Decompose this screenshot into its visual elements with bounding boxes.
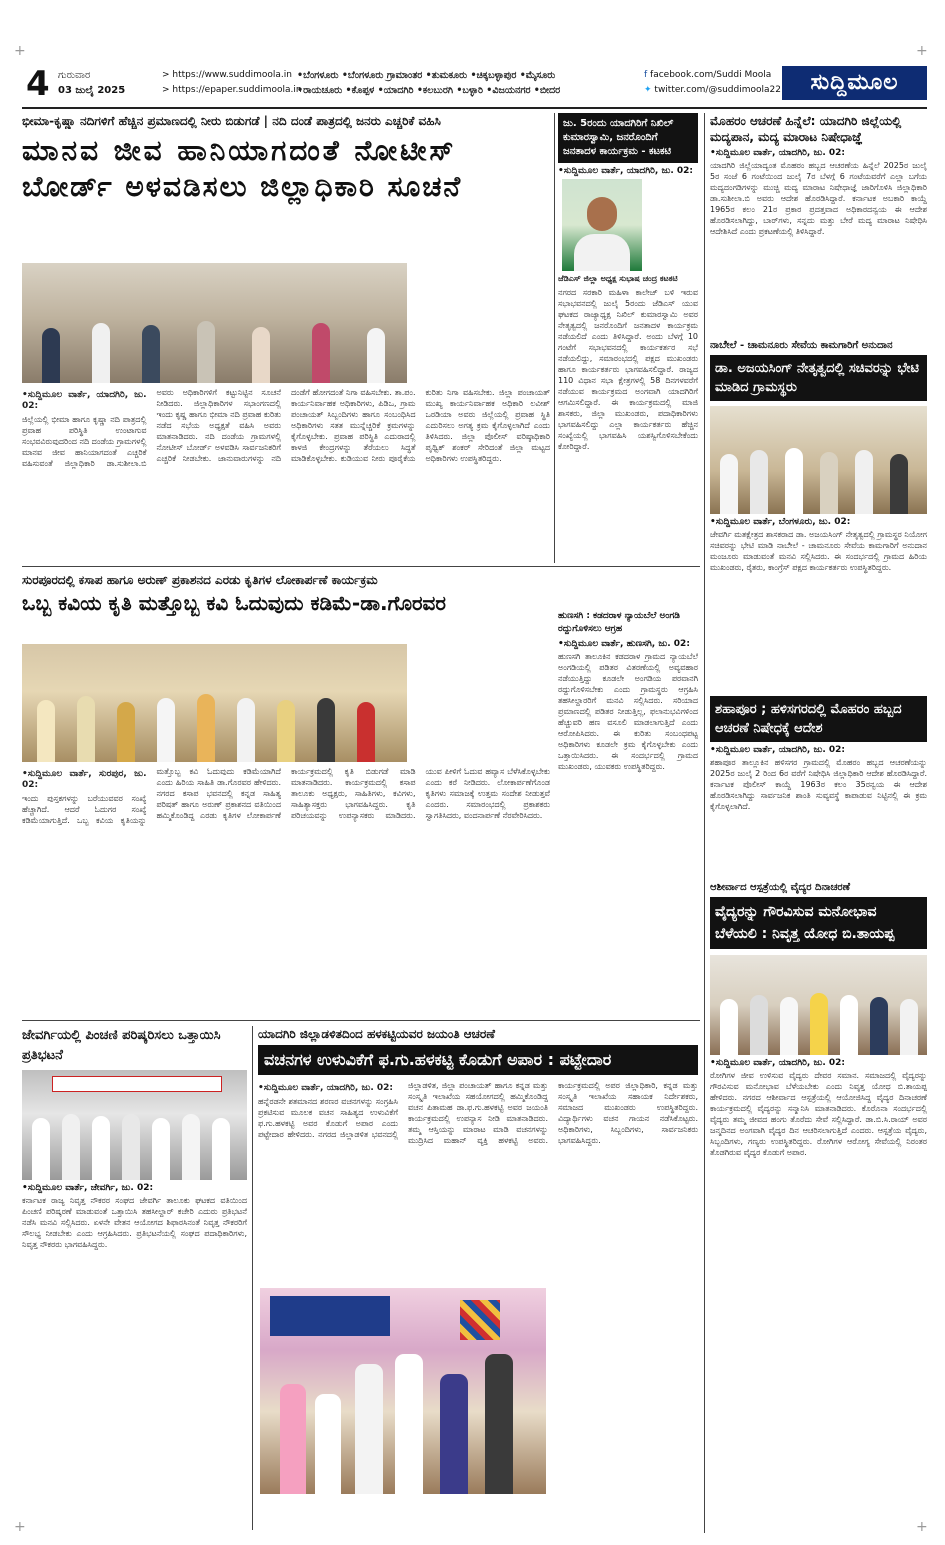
story-headline: ಜು. 5ರಂದು ಯಾದಗಿರಿಗೆ ನಿಖಿಲ್ ಕುಮಾರಸ್ವಾಮಿ, ಜನರೊಂದಿಗೆ ಜನತಾದಳ ಕಾರ್ಯಕ್ರಮ - ಕಟಕಟಿ — [563, 118, 674, 157]
story-kicker: ಆಶೀರ್ವಾದ ಆಸ್ಪತ್ರೆಯಲ್ಲಿ ವೈದ್ಯರ ದಿನಾಚರಣೆ — [710, 882, 851, 893]
story-headline-bar — [558, 113, 698, 163]
column-rule — [554, 113, 555, 563]
date-block — [58, 68, 125, 98]
masthead-rule — [22, 107, 927, 109]
story-text: ರೋಗಿಗಳ ಜೀವ ಉಳಿಸುವ ವೈದ್ಯರು ದೇವರ ಸಮಾನ. ಸಮಾಜದಲ್ಲಿ ವೈದ್ಯರನ್ನು ಗೌರವಿಸುವ ಮನೋಭಾವ ಬೆಳೆಯಬೇಕು ಎಂದು ನಿವೃತ್ತ ಯೋಧ ಬಿ.ತಾಯಪ್ಪ ಹೇಳಿದರು. ನಗರದ ಆಶೀರ್ವಾದ ಆಸ್ಪತ್ರೆಯಲ್ಲಿ ಆಯೋಜಿಸಿದ್ದ ವೈದ್ಯರ ದಿನಾಚರಣೆ ಕಾರ್ಯಕ್ರಮದಲ್ಲಿ ವೈದ್ಯರನ್ನು ಸನ್ಮಾನಿಸಿ ಮಾತನಾಡಿದರು. ಕೊರೊನಾ ಸಂದರ್ಭದಲ್ಲಿ ವೈದ್ಯರು ತಮ್ಮ ಜೀವದ ಹಂಗು ತೊರೆದು ಸೇವೆ ಸಲ್ಲಿಸಿದ್ದಾರೆ. ಡಾ.ಬಿ.ಸಿ.ರಾಯ್ ಅವರ ಜನ್ಮದಿನದ ಅಂಗವಾಗಿ ವೈದ್ಯರ ದಿನ ಆಚರಿಸಲಾಗುತ್ತಿದೆ ಎಂದರು. ಆಸ್ಪತ್ರೆಯ ವೈದ್ಯರು, ಸಿಬ್ಬಂದಿಗಳು, ಗಣ್ಯರು ಉಪಸ್ಥಿತರಿದ್ದರು. ರೋಗಿಗಳ ಆರೋಗ್ಯ ಸೇವೆಯಲ್ಲಿ ನಿರಂತರ ತೊಡಗಿರುವ ವೈದ್ಯರ ಕೊಡುಗೆ ಅಪಾರ. — [710, 1071, 927, 1157]
towns-row: •ಬೆಂಗಳೂರು •ಬೆಂಗಳೂರು ಗ್ರಾಮಾಂತರ •ತುಮಕೂರು •ಚಿಕ್ಕಬಳ್ಳಾಪುರ •ಮೈಸೂರು — [297, 70, 556, 81]
registration-mark: + — [14, 43, 26, 59]
story-headline: ಮೊಹರಂ ಆಚರಣೆ ಹಿನ್ನೆಲೆ: ಯಾದಗಿರಿ ಜಿಲ್ಲೆಯಲ್ಲಿ ಮದ್ಯಪಾನ, ಮದ್ಯ ಮಾರಾಟ ನಿಷೇಧಾಜ್ಞೆ — [710, 113, 927, 145]
story-byline: •ಸುದ್ದಿಮೂಲ ವಾರ್ತೆ, ಯಾದಗಿರಿ, ಜು. 02: — [558, 166, 694, 176]
story-doctors-day — [710, 880, 927, 1530]
story-ajay-singh-delegation — [710, 338, 927, 690]
story-pension-protest — [22, 1026, 247, 1530]
story-moharram-liquor-ban — [710, 113, 927, 331]
section-rule — [22, 1020, 700, 1021]
epaper-link[interactable]: > https://epaper.suddimoola.in — [162, 85, 302, 95]
story-headline: ಒಬ್ಬ ಕವಿಯ ಕೃತಿ ಮತ್ತೊಬ್ಬ ಕವಿ ಓದುವುದು ಕಡಿಮೆ-ಡಾ.ಗೊರವರ — [22, 591, 446, 615]
twitter-text: twitter.com/@suddimoola22 — [654, 85, 781, 95]
story-headline: ವೈದ್ಯರನ್ನು ಗೌರವಿಸುವ ಮನೋಭಾವ ಬೆಳೆಯಲಿ : ನಿವೃತ್ತ ಯೋಧ ಬಿ.ತಾಯಪ್ಪ — [715, 904, 895, 942]
story-flood-notice — [22, 113, 550, 561]
registration-mark: + — [916, 43, 928, 59]
story-kicker: ಹುಣಸಗಿ : ಕಡದರಾಳ ನ್ಯಾಯಬೆಲೆ ಅಂಗಡಿ ರದ್ದುಗೊಳಿಸಲು ಆಗ್ರಹ — [558, 611, 680, 634]
towns-row: •ರಾಯಚೂರು •ಕೊಪ್ಪಳ •ಯಾದಗಿರಿ •ಕಲಬುರಗಿ •ಬಳ್ಳಾರಿ •ವಿಜಯನಗರ •ಬೀದರ — [297, 85, 561, 96]
book-release-photo — [22, 644, 407, 762]
story-byline: •ಸುದ್ದಿಮೂಲ ವಾರ್ತೆ, ಯಾದಗಿರಿ, ಜು. 02: — [710, 745, 846, 755]
facebook-text: facebook.com/Suddi Moola — [650, 70, 772, 80]
facebook-link[interactable] — [644, 68, 781, 83]
story-kasapa-book-release — [22, 572, 550, 1016]
story-text: ನಗರದ ಸರಕಾರಿ ಮಹಿಳಾ ಕಾಲೇಜ್ ಬಳಿ ಇರುವ ಸಭಾಭವನದಲ್ಲಿ ಜುಲೈ 5ರಂದು ಜೆಡಿಎಸ್ ಯುವ ಘಟಕದ ರಾಜ್ಯಾಧ್ಯಕ್ಷ ನಿಖಿಲ್ ಕುಮಾರಸ್ವಾಮಿ ಅವರ ನೇತೃತ್ವದಲ್ಲಿ ಜನರೊಂದಿಗೆ ಜನತಾದಳ ಕಾರ್ಯಕ್ರಮ ನಡೆಯಲಿದೆ ಎಂದು ತಿಳಿಸಿದ್ದಾರೆ. ಅಂದು ಬೆಳಗ್ಗೆ 10 ಗಂಟೆಗೆ ಸಭಾಭವನದಲ್ಲಿ ಕಾರ್ಯಕರ್ತರ ಸಭೆ ನಡೆಯಲಿದ್ದು, ಸಮಾರಂಭದಲ್ಲಿ ಪಕ್ಷದ ಮುಖಂಡರು ಹಾಗೂ ಕಾರ್ಯಕರ್ತರು ಭಾಗವಹಿಸಲಿದ್ದಾರೆ. ರಾಜ್ಯದ 110 ವಿಧಾನ ಸಭಾ ಕ್ಷೇತ್ರಗಳಲ್ಲಿ 58 ದಿನಗಳವರೆಗೆ ನಡೆಯುವ ಕಾರ್ಯಕ್ರಮದ ಅಂಗವಾಗಿ ಯಾದಗಿರಿಗೆ ಆಗಮಿಸಲಿದ್ದಾರೆ. ಈ ಕಾರ್ಯಕ್ರಮದಲ್ಲಿ ಮಾಜಿ ಶಾಸಕರು, ಜಿಲ್ಲಾ ಮುಖಂಡರು, ಪದಾಧಿಕಾರಿಗಳು ಭಾಗವಹಿಸಲಿದ್ದು ಎಲ್ಲಾ ಕಾರ್ಯಕರ್ತರು ಹೆಚ್ಚಿನ ಸಂಖ್ಯೆಯಲ್ಲಿ ಭಾಗವಹಿಸಿ ಯಶಸ್ವಿಗೊಳಿಸಬೇಕೆಂದು ಕೋರಿದ್ದಾರೆ. — [558, 288, 698, 451]
lamp-lighting-photo — [258, 1286, 548, 1496]
story-text: ಹುಣಸಗಿ ತಾಲೂಕಿನ ಕಡದರಾಳ ಗ್ರಾಮದ ನ್ಯಾಯಬೆಲೆ ಅಂಗಡಿಯಲ್ಲಿ ಪಡಿತರ ವಿತರಣೆಯಲ್ಲಿ ಅವ್ಯವಹಾರ ನಡೆಯುತ್ತಿದ್ದು ಕೂಡಲೇ ಅಂಗಡಿಯ ಪರವಾನಗಿ ರದ್ದುಗೊಳಿಸಬೇಕು ಎಂದು ಗ್ರಾಮಸ್ಥರು ಆಗ್ರಹಿಸಿ ತಹಸೀಲ್ದಾರರಿಗೆ ಮನವಿ ಸಲ್ಲಿಸಿದರು. ಸರಿಯಾದ ಪ್ರಮಾಣದಲ್ಲಿ ಪಡಿತರ ನೀಡುತ್ತಿಲ್ಲ, ಫಲಾನುಭವಿಗಳಿಂದ ಹೆಚ್ಚುವರಿ ಹಣ ವಸೂಲಿ ಮಾಡಲಾಗುತ್ತಿದೆ ಎಂದು ಆರೋಪಿಸಿದರು. ಈ ಕುರಿತು ಸಂಬಂಧಪಟ್ಟ ಅಧಿಕಾರಿಗಳು ಕೂಡಲೇ ಕ್ರಮ ಕೈಗೊಳ್ಳಬೇಕು ಎಂದು ಒತ್ತಾಯಿಸಿದರು. ಈ ಸಂದರ್ಭದಲ್ಲಿ ಗ್ರಾಮದ ಮುಖಂಡರು, ಯುವಕರು ಉಪಸ್ಥಿತರಿದ್ದರು. — [558, 652, 698, 771]
story-body — [22, 387, 550, 553]
page-number: 4 — [26, 64, 50, 104]
registration-mark: + — [916, 1519, 928, 1535]
date: 03 ಜುಲೈ 2025 — [58, 85, 126, 96]
story-headline-bar — [710, 355, 927, 401]
doctors-day-photo — [710, 955, 927, 1055]
story-byline: •ಸುದ್ದಿಮೂಲ ವಾರ್ತೆ, ಯಾದಗಿರಿ, ಜು. 02: — [258, 1083, 394, 1093]
story-text: ಜೇವರ್ಗಿ ಮತಕ್ಷೇತ್ರದ ಶಾಸಕರಾದ ಡಾ. ಅಜಯಸಿಂಗ್ ನೇತೃತ್ವದಲ್ಲಿ ಗ್ರಾಮಸ್ಥರ ನಿಯೋಗ ಸಚಿವರನ್ನು ಭೇಟಿ ಮಾಡಿ ನಾಬೆೇಲೆ - ಚಾಮನೂರು ಸೇವೆಯ ಕಾಮಗಾರಿಗೆ ಅನುದಾನ ಮಂಜೂರು ಮಾಡುವಂತೆ ಮನವಿ ಸಲ್ಲಿಸಿದರು. ಈ ಸಂದರ್ಭದಲ್ಲಿ ಗ್ರಾಮದ ಹಿರಿಯ ಮುಖಂಡರು, ರೈತರು, ಕಾಂಗ್ರೆಸ್ ಪಕ್ಷದ ಕಾರ್ಯಕರ್ತರು ಉಪಸ್ಥಿತರಿದ್ದರು. — [710, 530, 927, 572]
story-byline: •ಸುದ್ದಿಮೂಲ ವಾರ್ತೆ, ಯಾದಗಿರಿ, ಜು. 02: — [710, 1058, 846, 1068]
story-headline: ಶಹಾಪೂರ ; ಹಳಿಸಗರದಲ್ಲಿ ಮೊಹರಂ ಹಬ್ಬದ ಆಚರಣೆ ನಿಷೇಧಕ್ಕೆ ಆದೇಶ — [715, 702, 902, 736]
story-kicker: ಸುರಪೂರದಲ್ಲಿ ಕಸಾಪ ಹಾಗೂ ಅರುಣ್ ಪ್ರಕಾಶನದ ಎರಡು ಕೃತಿಗಳ ಲೋಕಾರ್ಪಣೆ ಕಾರ್ಯಕ್ರಮ — [22, 573, 378, 587]
story-nikhil-visit — [558, 113, 698, 561]
story-body — [22, 766, 550, 1016]
story-text: ಜಿಲ್ಲೆಯಲ್ಲಿ ಭೀಮಾ ಹಾಗೂ ಕೃಷ್ಣಾ ನದಿ ಪಾತ್ರದಲ್ಲಿ ಪ್ರವಾಹ ಪರಿಸ್ಥಿತಿ ಉಂಟಾಗುವ ಸಂಭವವಿರುವುದರಿಂದ ನದಿ ದಂಡೆಯ ಗ್ರಾಮಗಳಲ್ಲಿ ಮಾನವ ಜೀವ ಹಾನಿಯಾಗದಂತೆ ಎಚ್ಚರಿಕೆ ವಹಿಸುವಂತೆ ಜಿಲ್ಲಾಧಿಕಾರಿ ಡಾ.ಸುಶೀಲಾ.ಬಿ ಅವರು ಅಧಿಕಾರಿಗಳಿಗೆ ಕಟ್ಟುನಿಟ್ಟಿನ ಸೂಚನೆ ನೀಡಿದರು. ಜಿಲ್ಲಾಧಿಕಾರಿಗಳ ಸಭಾಂಗಣದಲ್ಲಿ ಇಂದು ಕೃಷ್ಣ ಹಾಗೂ ಭೀಮಾ ನದಿ ಪ್ರವಾಹ ಕುರಿತು ನಡೆದ ಸಭೆಯ ಅಧ್ಯಕ್ಷತೆ ವಹಿಸಿ ಅವರು ಮಾತನಾಡಿದರು. ನದಿ ದಂಡೆಯ ಗ್ರಾಮಗಳಲ್ಲಿ ನೋಟೀಸ್ ಬೋರ್ಡ್ ಅಳವಡಿಸಿ ಸಾರ್ವಜನಿಕರಿಗೆ ಎಚ್ಚರಿಕೆ ನೀಡಬೇಕು. ಜಾನುವಾರುಗಳನ್ನು ನದಿ ದಂಡೆಗೆ ಹೋಗದಂತೆ ನಿಗಾ ವಹಿಸಬೇಕು. ತಾ.ಪಂ. ಕಾರ್ಯನಿರ್ವಾಹಕ ಅಧಿಕಾರಿಗಳು, ಪಿಡಿಒ, ಗ್ರಾಮ ಪಂಚಾಯತ್ ಸಿಬ್ಬಂದಿಗಳು ಹಾಗೂ ಸಂಬಂಧಿಸಿದ ಅಧಿಕಾರಿಗಳು ಸತತ ಮುನ್ನೆಚ್ಚರಿಕೆ ಕ್ರಮಗಳನ್ನು ಕೈಗೊಳ್ಳಬೇಕು. ಪ್ರವಾಹ ಪರಿಸ್ಥಿತಿ ಎದುರಾದಲ್ಲಿ ಕಾಳಜಿ ಕೇಂದ್ರಗಳನ್ನು ತೆರೆಯಲು ಸಿದ್ಧತೆ ಮಾಡಿಕೊಳ್ಳಬೇಕು. ಕುಡಿಯುವ ನೀರು ಪೂರೈಕೆಯ ಕುರಿತು ನಿಗಾ ವಹಿಸಬೇಕು. ಜಿಲ್ಲಾ ಪಂಚಾಯತ್ ಮುಖ್ಯ ಕಾರ್ಯನಿರ್ವಾಹಕ ಅಧಿಕಾರಿ ಲವೀಶ್ ಒರಡಿಯಾ ಅವರು ಜಿಲ್ಲೆಯಲ್ಲಿ ಪ್ರವಾಹ ಸ್ಥಿತಿ ಎದುರಿಸಲು ಅಗತ್ಯ ಕ್ರಮ ಕೈಗೊಳ್ಳಲಾಗಿದೆ ಎಂದು ತಿಳಿಸಿದರು. ಜಿಲ್ಲಾ ಪೊಲೀಸ್ ವರಿಷ್ಠಾಧಿಕಾರಿ ಪೃಥ್ವಿಕ್ ಶಂಕರ್ ಸೇರಿದಂತೆ ಜಿಲ್ಲಾ ಮಟ್ಟದ ಅಧಿಕಾರಿಗಳು ಉಪಸ್ಥಿತರಿದ್ದರು. — [22, 388, 550, 468]
social-links — [644, 68, 781, 98]
story-text: ಯಾದಗಿರಿ ಜಿಲ್ಲೆಯಾದ್ಯಂತ ಮೊಹರಂ ಹಬ್ಬದ ಆಚರಣೆಯ ಹಿನ್ನೆಲೆ 2025ರ ಜುಲೈ 5ರ ಸಂಜೆ 6 ಗಂಟೆಯಿಂದ ಜುಲೈ 7ರ ಬೆಳಗ್ಗೆ 6 ಗಂಟೆಯವರೆಗೆ ಎಲ್ಲಾ ಬಗೆಯ ಮದ್ಯದಂಗಡಿಗಳನ್ನು ಮುಚ್ಚಿ ಮದ್ಯ ಮಾರಾಟ ನಿಷೇಧಾಜ್ಞೆ ಜಾರಿಗೊಳಿಸಿ ಜಿಲ್ಲಾಧಿಕಾರಿ ಡಾ.ಸುಶೀಲಾ.ಬಿ ಅವರು ಆದೇಶ ಹೊರಡಿಸಿದ್ದಾರೆ. ಕರ್ನಾಟಕ ಅಬಕಾರಿ ಕಾಯ್ದೆ 1965ರ ಕಲಂ 21ರ ಪ್ರಕಾರ ಪ್ರದತ್ತವಾದ ಅಧಿಕಾರದನ್ವಯ ಈ ಆದೇಶ ಹೊರಡಿಸಲಾಗಿದ್ದು, ಬಾರ್‌ಗಳು, ಸನ್ನದು ಮತ್ತು ಬೇರೆ ಮದ್ಯ ಮಾರಾಟ ನಿಷೇಧಿಸಿ ಆದೇಶಿಸಿದೆ ಎಂದು ಪ್ರಕಟಣೆಯಲ್ಲಿ ತಿಳಿಸಿದ್ದಾರೆ. — [710, 161, 927, 236]
story-text: ಕರ್ನಾಟಕ ರಾಜ್ಯ ನಿವೃತ್ತ ನೌಕರರ ಸಂಘದ ಜೇವರ್ಗಿ ತಾಲೂಕು ಘಟಕದ ವತಿಯಿಂದ ಪಿಂಚಣಿ ಪರಿಷ್ಕರಣೆ ಮಾಡುವಂತೆ ಒತ್ತಾಯಿಸಿ ತಹಸೀಲ್ದಾರ್ ಕಚೇರಿ ಎದುರು ಪ್ರತಿಭಟನೆ ನಡೆಸಿ ಮನವಿ ಸಲ್ಲಿಸಿದರು. ಏಳನೇ ವೇತನ ಆಯೋಗದ ಶಿಫಾರಸಿನಂತೆ ನಿವೃತ್ತ ನೌಕರರಿಗೆ ಸೌಲಭ್ಯ ನೀಡಬೇಕು ಎಂದು ಆಗ್ರಹಿಸಿದರು. ಪ್ರತಿಭಟನೆಯಲ್ಲಿ ಸಂಘದ ಪದಾಧಿಕಾರಿಗಳು, ನಿವೃತ್ತ ನೌಕರರು ಭಾಗವಹಿಸಿದ್ದರು. — [22, 1196, 247, 1249]
story-body-side — [415, 263, 550, 383]
column-rule — [704, 113, 705, 1533]
website-link[interactable]: > https://www.suddimoola.in — [162, 70, 292, 80]
story-text: ಹನ್ನೆರಡನೇ ಶತಮಾನದ ಶರಣರ ವಚನಗಳನ್ನು ಸಂಗ್ರಹಿಸಿ ಪ್ರಕಟಿಸುವ ಮೂಲಕ ವಚನ ಸಾಹಿತ್ಯದ ಉಳುವಿಕೆಗೆ ಫ.ಗು.ಹಳಕಟ್ಟಿ ಅವರ ಕೊಡುಗೆ ಅಪಾರ ಎಂದು ಪಟ್ಟೇದಾರ ಹೇಳಿದರು. ನಗರದ ಜಿಲ್ಲಾಡಳಿತ ಭವನದಲ್ಲಿ ಜಿಲ್ಲಾಡಳಿತ, ಜಿಲ್ಲಾ ಪಂಚಾಯತ್ ಹಾಗೂ ಕನ್ನಡ ಮತ್ತು ಸಂಸ್ಕೃತಿ ಇಲಾಖೆಯ ಸಹಯೋಗದಲ್ಲಿ ಹಮ್ಮಿಕೊಂಡಿದ್ದ ವಚನ ಪಿತಾಮಹ ಡಾ.ಫ.ಗು.ಹಳಕಟ್ಟಿ ಅವರ ಜಯಂತಿ ಕಾರ್ಯಕ್ರಮದಲ್ಲಿ ಉಪನ್ಯಾಸ ನೀಡಿ ಮಾತನಾಡಿದರು. ತಮ್ಮ ಆಸ್ತಿಯನ್ನು ಮಾರಾಟ ಮಾಡಿ ವಚನಗಳನ್ನು ಮುದ್ರಿಸಿದ ಮಹಾನ್ ವ್ಯಕ್ತಿ ಹಳಕಟ್ಟಿ ಅವರು. ಕಾರ್ಯಕ್ರಮದಲ್ಲಿ ಅಪರ ಜಿಲ್ಲಾಧಿಕಾರಿ, ಕನ್ನಡ ಮತ್ತು ಸಂಸ್ಕೃತಿ ಇಲಾಖೆಯ ಸಹಾಯಕ ನಿರ್ದೇಶಕರು, ಸಮಾಜದ ಮುಖಂಡರು ಉಪಸ್ಥಿತರಿದ್ದರು. ವಿದ್ಯಾರ್ಥಿಗಳು ವಚನ ಗಾಯನ ನಡೆಸಿಕೊಟ್ಟರು. ಅಧಿಕಾರಿಗಳು, ಸಿಬ್ಬಂದಿಗಳು, ಸಾರ್ವಜನಿಕರು ಭಾಗವಹಿಸಿದ್ದರು. — [258, 1081, 698, 1145]
url-block — [162, 68, 302, 98]
story-byline: •ಸುದ್ದಿಮೂಲ ವಾರ್ತೆ, ಜೇವರ್ಗಿ, ಜು. 02: — [22, 1183, 154, 1193]
masthead — [22, 64, 927, 106]
towns-list — [297, 68, 560, 98]
story-text: ಶಹಾಪೂರ ತಾಲ್ಲೂಕಿನ ಹಳಿಸಗರ ಗ್ರಾಮದಲ್ಲಿ ಮೊಹರಂ ಹಬ್ಬದ ಆಚರಣೆಯನ್ನು 2025ರ ಜುಲೈ 2 ರಿಂದ 6ರ ವರೆಗೆ ನಿಷೇಧಿಸಿ ಜಿಲ್ಲಾಧಿಕಾರಿ ಆದೇಶ ಹೊರಡಿಸಿದ್ದಾರೆ. ಕರ್ನಾಟಕ ಪೊಲೀಸ್ ಕಾಯ್ದೆ 1963ರ ಕಲಂ 35ರನ್ವಯ ಈ ಆದೇಶ ಹೊರಡಿಸಲಾಗಿದ್ದು ಸಾರ್ವಜನಿಕ ಶಾಂತಿ ಸುವ್ಯವಸ್ಥೆ ಕಾಪಾಡುವ ನಿಟ್ಟಿನಲ್ಲಿ ಈ ಕ್ರಮ ಕೈಗೊಳ್ಳಲಾಗಿದೆ. — [710, 758, 927, 811]
story-byline: •ಸುದ್ದಿಮೂಲ ವಾರ್ತೆ, ಯಾದಗಿರಿ, ಜು. 02: — [22, 390, 147, 411]
brand-logo: ಸುದ್ದಿಮೂಲ — [782, 66, 927, 100]
twitter-icon: ✦ — [644, 85, 652, 95]
registration-mark: + — [14, 1519, 26, 1535]
story-byline: •ಸುದ್ದಿಮೂಲ ವಾರ್ತೆ, ಸುರಪುರ, ಜು. 02: — [22, 769, 147, 790]
section-rule — [22, 566, 700, 567]
day: ಗುರುವಾರ — [58, 70, 91, 81]
twitter-link[interactable] — [644, 83, 781, 98]
story-byline: •ಸುದ್ದಿಮೂಲ ವಾರ್ತೆ, ಬೆಂಗಳೂರು, ಜು. 02: — [710, 517, 851, 527]
story-headline: ಬೋರ್ಡ್ ಅಳವಡಿಸಲು ಜಿಲ್ಲಾಧಿಕಾರಿ ಸೂಚನೆ — [22, 170, 463, 204]
story-headline: ವಚನಗಳ ಉಳುವಿಕೆಗೆ ಫ.ಗು.ಹಳಕಟ್ಟಿ ಕೊಡುಗೆ ಅಪಾರ : ಪಟ್ಟೇದಾರ — [264, 1050, 612, 1069]
story-text: ಇಂದು ಪುಸ್ತಕಗಳನ್ನು ಬರೆಯುವವರ ಸಂಖ್ಯೆ ಹೆಚ್ಚಾಗಿದೆ. ಆದರೆ ಓದುಗರ ಸಂಖ್ಯೆ ಕಡಿಮೆಯಾಗುತ್ತಿದೆ. ಒಬ್ಬ ಕವಿಯ ಕೃತಿಯನ್ನು ಮತ್ತೊಬ್ಬ ಕವಿ ಓದುವುದು ಕಡಿಮೆಯಾಗಿದೆ ಎಂದು ಹಿರಿಯ ಸಾಹಿತಿ ಡಾ.ಗೊರವರ ಹೇಳಿದರು. ನಗರದ ಕಸಾಪ ಭವನದಲ್ಲಿ ಕನ್ನಡ ಸಾಹಿತ್ಯ ಪರಿಷತ್ ಹಾಗೂ ಅರುಣ್ ಪ್ರಕಾಶನದ ವತಿಯಿಂದ ಹಮ್ಮಿಕೊಂಡಿದ್ದ ಎರಡು ಕೃತಿಗಳ ಲೋಕಾರ್ಪಣೆ ಕಾರ್ಯಕ್ರಮದಲ್ಲಿ ಕೃತಿ ಬಿಡುಗಡೆ ಮಾಡಿ ಮಾತನಾಡಿದರು. ಕಾರ್ಯಕ್ರಮದಲ್ಲಿ ಕಸಾಪ ತಾಲೂಕು ಅಧ್ಯಕ್ಷರು, ಸಾಹಿತಿಗಳು, ಕವಿಗಳು, ಸಾಹಿತ್ಯಾಸಕ್ತರು ಭಾಗವಹಿಸಿದ್ದರು. ಕೃತಿ ಪರಿಚಯವನ್ನು ಉಪನ್ಯಾಸಕರು ಮಾಡಿದರು. ಯುವ ಪೀಳಿಗೆ ಓದುವ ಹವ್ಯಾಸ ಬೆಳೆಸಿಕೊಳ್ಳಬೇಕು ಎಂದು ಕರೆ ನೀಡಿದರು. ಲೋಕಾರ್ಪಣೆಗೊಂಡ ಕೃತಿಗಳು ಸಮಾಜಕ್ಕೆ ಉತ್ತಮ ಸಂದೇಶ ನೀಡುತ್ತವೆ ಎಂದರು. ಸಮಾರಂಭದಲ್ಲಿ ಪ್ರಕಾಶಕರು ಸ್ವಾಗತಿಸಿದರು, ವಂದನಾರ್ಪಣೆ ನೆರವೇರಿಸಿದರು. — [22, 767, 550, 825]
story-headline-bar — [710, 696, 927, 742]
story-ration-shop — [558, 610, 698, 1016]
story-kicker: ಭೀಮಾ-ಕೃಷ್ಣಾ ನದಿಗಳಿಗೆ ಹೆಚ್ಚಿನ ಪ್ರಮಾಣದಲ್ಲಿ ನೀರು ಬಿಡುಗಡೆ | ನದಿ ದಂಡೆ ಪಾತ್ರದಲ್ಲಿ ಜನರು ಎಚ್ಚರಿಕೆ ವಹಿಸಿ — [22, 114, 441, 128]
column-rule — [252, 1026, 253, 1530]
photo-caption: ಜೆಡಿಎಸ್ ಜಿಲ್ಲಾ ಅಧ್ಯಕ್ಷ ಸುಭಾಷ ಚಂದ್ರ ಕಟಕಟಿ — [558, 274, 678, 283]
facebook-icon: f — [644, 70, 648, 80]
protest-photo — [22, 1070, 247, 1180]
story-headline: ಡಾ. ಅಜಯಸಿಂಗ್ ನೇತೃತ್ವದಲ್ಲಿ ಸಚಿವರನ್ನು ಭೇಟಿ ಮಾಡಿದ ಗ್ರಾಮಸ್ಥರು — [715, 361, 920, 395]
story-kicker: ಯಾದಗಿರಿ ಜಿಲ್ಲಾಡಳಿತದಿಂದ ಹಳಕಟ್ಟಿಯವರ ಜಯಂತಿ ಆಚರಣೆ — [258, 1027, 495, 1041]
story-kicker: ನಾಬೆೇಲೆ - ಚಾಮನೂರು ಸೇವೆಯ ಕಾಮಗಾರಿಗೆ ಅನುದಾನ — [710, 340, 893, 351]
portrait-photo — [562, 179, 642, 271]
story-byline: •ಸುದ್ದಿಮೂಲ ವಾರ್ತೆ, ಯಾದಗಿರಿ, ಜು. 02: — [710, 148, 846, 158]
meeting-photo — [22, 263, 407, 383]
story-halakatti-jayanti — [258, 1026, 698, 1530]
story-headline-bar — [710, 897, 927, 949]
story-headline-bar — [258, 1045, 698, 1075]
story-byline: •ಸುದ್ದಿಮೂಲ ವಾರ್ತೆ, ಹುಣಸಗಿ, ಜು. 02: — [558, 639, 690, 649]
story-halisagara-ban — [710, 696, 927, 874]
delegation-photo — [710, 406, 927, 514]
story-headline: ಜೇವರ್ಗಿಯಲ್ಲಿ ಪಿಂಚಣಿ ಪರಿಷ್ಕರಿಸಲು ಒತ್ತಾಯಿಸಿ ಪ್ರತಿಭಟನೆ — [22, 1028, 221, 1063]
story-headline: ಮಾನವ ಜೀವ ಹಾನಿಯಾಗದಂತೆ ನೋಟೀಸ್ — [22, 134, 457, 167]
